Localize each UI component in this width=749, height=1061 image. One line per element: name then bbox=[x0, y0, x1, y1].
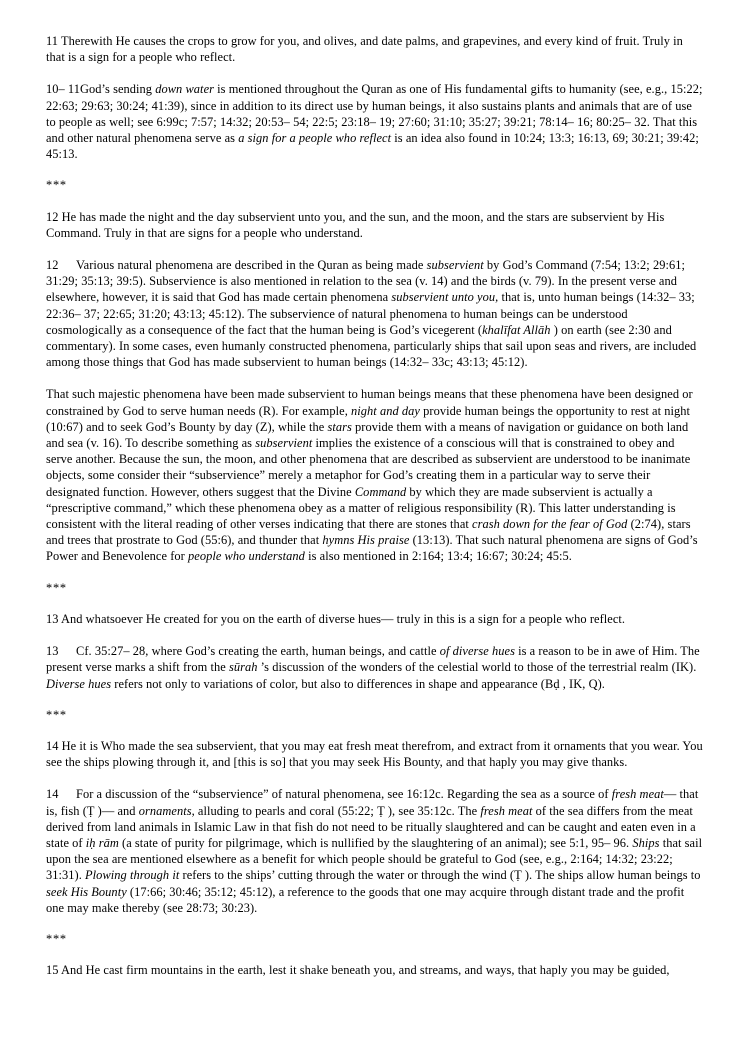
commentary-text-d: ) on earth (see 2:30 and commentary). In some cases, even humanly constructed phenomena, particularly ships that sail upon seas and rivers, are included among those things that God has made subservient to human beings (14:32– 33c; 43:13; 45:12). bbox=[46, 322, 697, 370]
paragraph-gap bbox=[46, 370, 703, 386]
emphasis-command: Command bbox=[354, 484, 407, 499]
commentary-text-c: provide them with a means of navigation or guidance on both land and sea (v. 16). To describe something as bbox=[46, 419, 689, 451]
emphasis-surah: sūrah bbox=[228, 660, 258, 675]
commentary-text-e: by which they are made subservient is actually a “prescriptive command,” which these phenomena obey as a matter of religious responsibility (R). This latter understanding is consistent with the literal reading of other verses indicating that there are stones that bbox=[46, 484, 676, 532]
commentary-number-14: 14 bbox=[46, 787, 59, 802]
commentary-text-g: (13:13). That such natural phenomena are signs of God’s Power and Benevolence for bbox=[46, 533, 698, 564]
commentary-text-d: of the sea differs from the meat derived from land animals in Islamic Law in that fish do not need to be ritually slaughtered and can be caught and eaten even in a state of bbox=[46, 803, 696, 850]
paragraph-gap bbox=[46, 596, 703, 611]
commentary-text-c: that is, unto human beings (14:32– 33; 22:36– 37; 22:65; 31:20; 43:13; 45:12). The subservience of natural phenomena to human beings can be understood cosmologically as a consequence of the fact that the human being is God’s vicegerent ( bbox=[46, 290, 695, 337]
emphasis-fresh-meat-2: fresh meat bbox=[480, 803, 533, 818]
commentary-text-a: That such majestic phenomena have been made subservient to human beings means that these phenomena have been designed or constrained by God to serve human needs (R). For example, bbox=[46, 387, 693, 418]
emphasis-of-diverse-hues: of diverse hues bbox=[439, 644, 515, 659]
emphasis-people-who-understand: people who understand bbox=[188, 549, 305, 564]
emphasis-subservient: subservient bbox=[426, 258, 484, 273]
emphasis-hymns-his-praise: hymns His praise bbox=[322, 533, 410, 548]
paragraph-gap bbox=[46, 916, 703, 931]
commentary-paragraph-13 bbox=[46, 643, 703, 692]
emphasis-fresh-meat: fresh meat bbox=[611, 787, 664, 802]
commentary-text-g: refers to the ships’ cutting through the water or through the wind (Ṭ ). The ships allow human beings to bbox=[179, 868, 701, 883]
verse-translation-15: 15 And He cast firm mountains in the earth, lest it shake beneath you, and streams, and ways, that haply you may be guided, bbox=[46, 963, 670, 978]
commentary-number-10-11: 10– 11 bbox=[46, 82, 80, 97]
commentary-number-13: 13 bbox=[46, 644, 59, 659]
commentary-paragraph-12 bbox=[46, 257, 703, 370]
commentary-text-a: Various natural phenomena are described in the Quran as being made bbox=[76, 258, 427, 273]
section-separator-2: *** bbox=[46, 580, 67, 595]
emphasis-khalifat-allah: khalīfat Allāh bbox=[482, 322, 551, 337]
paragraph-gap bbox=[46, 627, 703, 643]
paragraph-gap bbox=[46, 692, 703, 707]
commentary-text-b: is a reason to be in awe of Him. The present verse marks a shift from the bbox=[46, 644, 700, 675]
emphasis-seek-his-bounty: seek His Bounty bbox=[46, 884, 127, 899]
commentary-paragraph-12-continued bbox=[46, 386, 703, 564]
paragraph-gap bbox=[46, 723, 703, 738]
emphasis-ships: Ships bbox=[632, 835, 660, 850]
verse-translation-11: 11 Therewith He causes the crops to grow for you, and olives, and date palms, and grapevines, and every kind of fruit. Truly in that is a sign for a people who reflect. bbox=[46, 34, 683, 65]
commentary-text-a: Cf. 35:27– 28, where God’s creating the earth, human beings, and cattle bbox=[76, 644, 440, 659]
verse-translation-12: 12 He has made the night and the day subservient unto you, and the sun, and the moon, and the stars are subservient by His Command. Truly in that are signs for a people who understand. bbox=[46, 209, 665, 240]
section-separator-1: *** bbox=[46, 178, 67, 193]
commentary-text-b: provide human beings the opportunity to rest at night (10:67) and to seek God’s Bounty by day (Z), while the bbox=[46, 403, 691, 434]
commentary-number-12: 12 bbox=[46, 258, 59, 273]
section-separator-3: *** bbox=[46, 707, 67, 722]
commentary-text-c: ’s discussion of the wonders of the celestial world to those of the terrestrial realm (IK). bbox=[257, 660, 697, 675]
emphasis-crash-down-fear-of-god: crash down for the fear of God bbox=[472, 517, 628, 532]
commentary-text-d: refers not only to variations of color, but also to differences in shape and appearance (Bḍ , IK, Q). bbox=[111, 676, 605, 691]
commentary-text-h: is also mentioned in 2:164; 13:4; 16:67; 30:24; 45:5. bbox=[304, 549, 572, 564]
paragraph-gap bbox=[46, 947, 703, 962]
emphasis-subservient: subservient bbox=[255, 436, 313, 451]
commentary-text-a: God’s sending bbox=[80, 82, 156, 97]
commentary-text-b: — that is, fish (Ṭ )— and bbox=[46, 787, 699, 818]
emphasis-ornaments: ornaments, bbox=[138, 803, 195, 818]
emphasis-sign-people-reflect: a sign for a people who reflect bbox=[238, 131, 392, 146]
paragraph-gap bbox=[46, 565, 703, 580]
commentary-text-c: alluding to pearls and coral (55:22; Ṭ ), see 35:12c. The bbox=[194, 803, 481, 818]
emphasis-night-and-day: night and day bbox=[351, 403, 420, 418]
emphasis-plowing-through-it: Plowing through it bbox=[85, 868, 180, 883]
paragraph-gap bbox=[46, 194, 703, 209]
emphasis-diverse-hues: Diverse hues bbox=[46, 676, 112, 691]
emphasis-subservient-unto-you: subservient unto you, bbox=[391, 290, 499, 305]
commentary-paragraph-10-11 bbox=[46, 81, 703, 162]
verse-translation-13: 13 And whatsoever He created for you on the earth of diverse hues— truly in this is a sign for a people who reflect. bbox=[46, 611, 626, 626]
commentary-text-f: that sail upon the sea are mentioned elsewhere as a benefit for which people should be grateful to God (see, e.g., 2:164; 14:32; 23:22; 31:31). bbox=[46, 835, 703, 883]
commentary-text-b: by God’s Command (7:54; 13:2; 29:61; 31:29; 35:13; 39:5). Subservience is also mentioned in relation to the sea (v. 14) and the birds (v. 79). In the present verse and elsewhere, however, it is said that God has made certain phenomena bbox=[46, 258, 685, 305]
section-separator-4: *** bbox=[46, 931, 67, 946]
emphasis-down-water: down water bbox=[155, 82, 215, 97]
paragraph-gap bbox=[46, 65, 703, 81]
commentary-text-c: is an idea also found in 10:24; 13:3; 16:13, 69; 30:21; 39:42; 45:13. bbox=[46, 131, 699, 162]
commentary-text-b: is mentioned throughout the Quran as one of His fundamental gifts to humanity (see, e.g., 15:22; 22:63; 29:63; 30:24; 41:39), since in addition to its direct use by human beings, it also sustains plants and animals that are of use to people as well; see 6:99c; 7:57; 14:32; 20:53– 54; 22:5; 23:18– 19; 27:60; 31:10; 35:27; 39:21; 78:14– 16; 80:25– 32. That this and other natural phenomena serve as bbox=[46, 82, 703, 146]
emphasis-stars: stars bbox=[327, 419, 352, 434]
paragraph-gap bbox=[46, 241, 703, 257]
verse-translation-14: 14 He it is Who made the sea subservient, that you may eat fresh meat therefrom, and extract from it ornaments that you wear. You see the ships plowing through it, and [this is so] that you may seek His Bounty, and that haply you may give thanks. bbox=[46, 738, 703, 770]
paragraph-gap bbox=[46, 162, 703, 177]
commentary-text-h: (17:66; 30:46; 35:12; 45:12), a reference to the goods that one may acquire through distant trade and the profit one may make thereby (see 28:73; 30:23). bbox=[46, 884, 685, 915]
emphasis-ihram: iḥ rām bbox=[85, 835, 119, 850]
commentary-text-d: implies the existence of a conscious will that is constrained to obey and serve another. Because the sun, the moon, and other phenomena that are described as subservient are understood to be inanimate objects, some consider their “subservience” merely a metaphor for God’s creating them in a particular way to serve their designated function. However, others suggest that the Divine bbox=[46, 436, 691, 499]
commentary-paragraph-14 bbox=[46, 786, 703, 916]
commentary-text-f: (2:74), stars and trees that prostrate to God (55:6), and thunder that bbox=[46, 517, 691, 548]
commentary-text-e: (a state of purity for pilgrimage, which is nullified by the slaughtering of an animal); see 5:1, 95– 96. bbox=[118, 835, 633, 850]
commentary-text-a: For a discussion of the “subservience” of natural phenomena, see 16:12c. Regarding the sea as a source of bbox=[76, 787, 612, 802]
paragraph-gap bbox=[46, 770, 703, 786]
